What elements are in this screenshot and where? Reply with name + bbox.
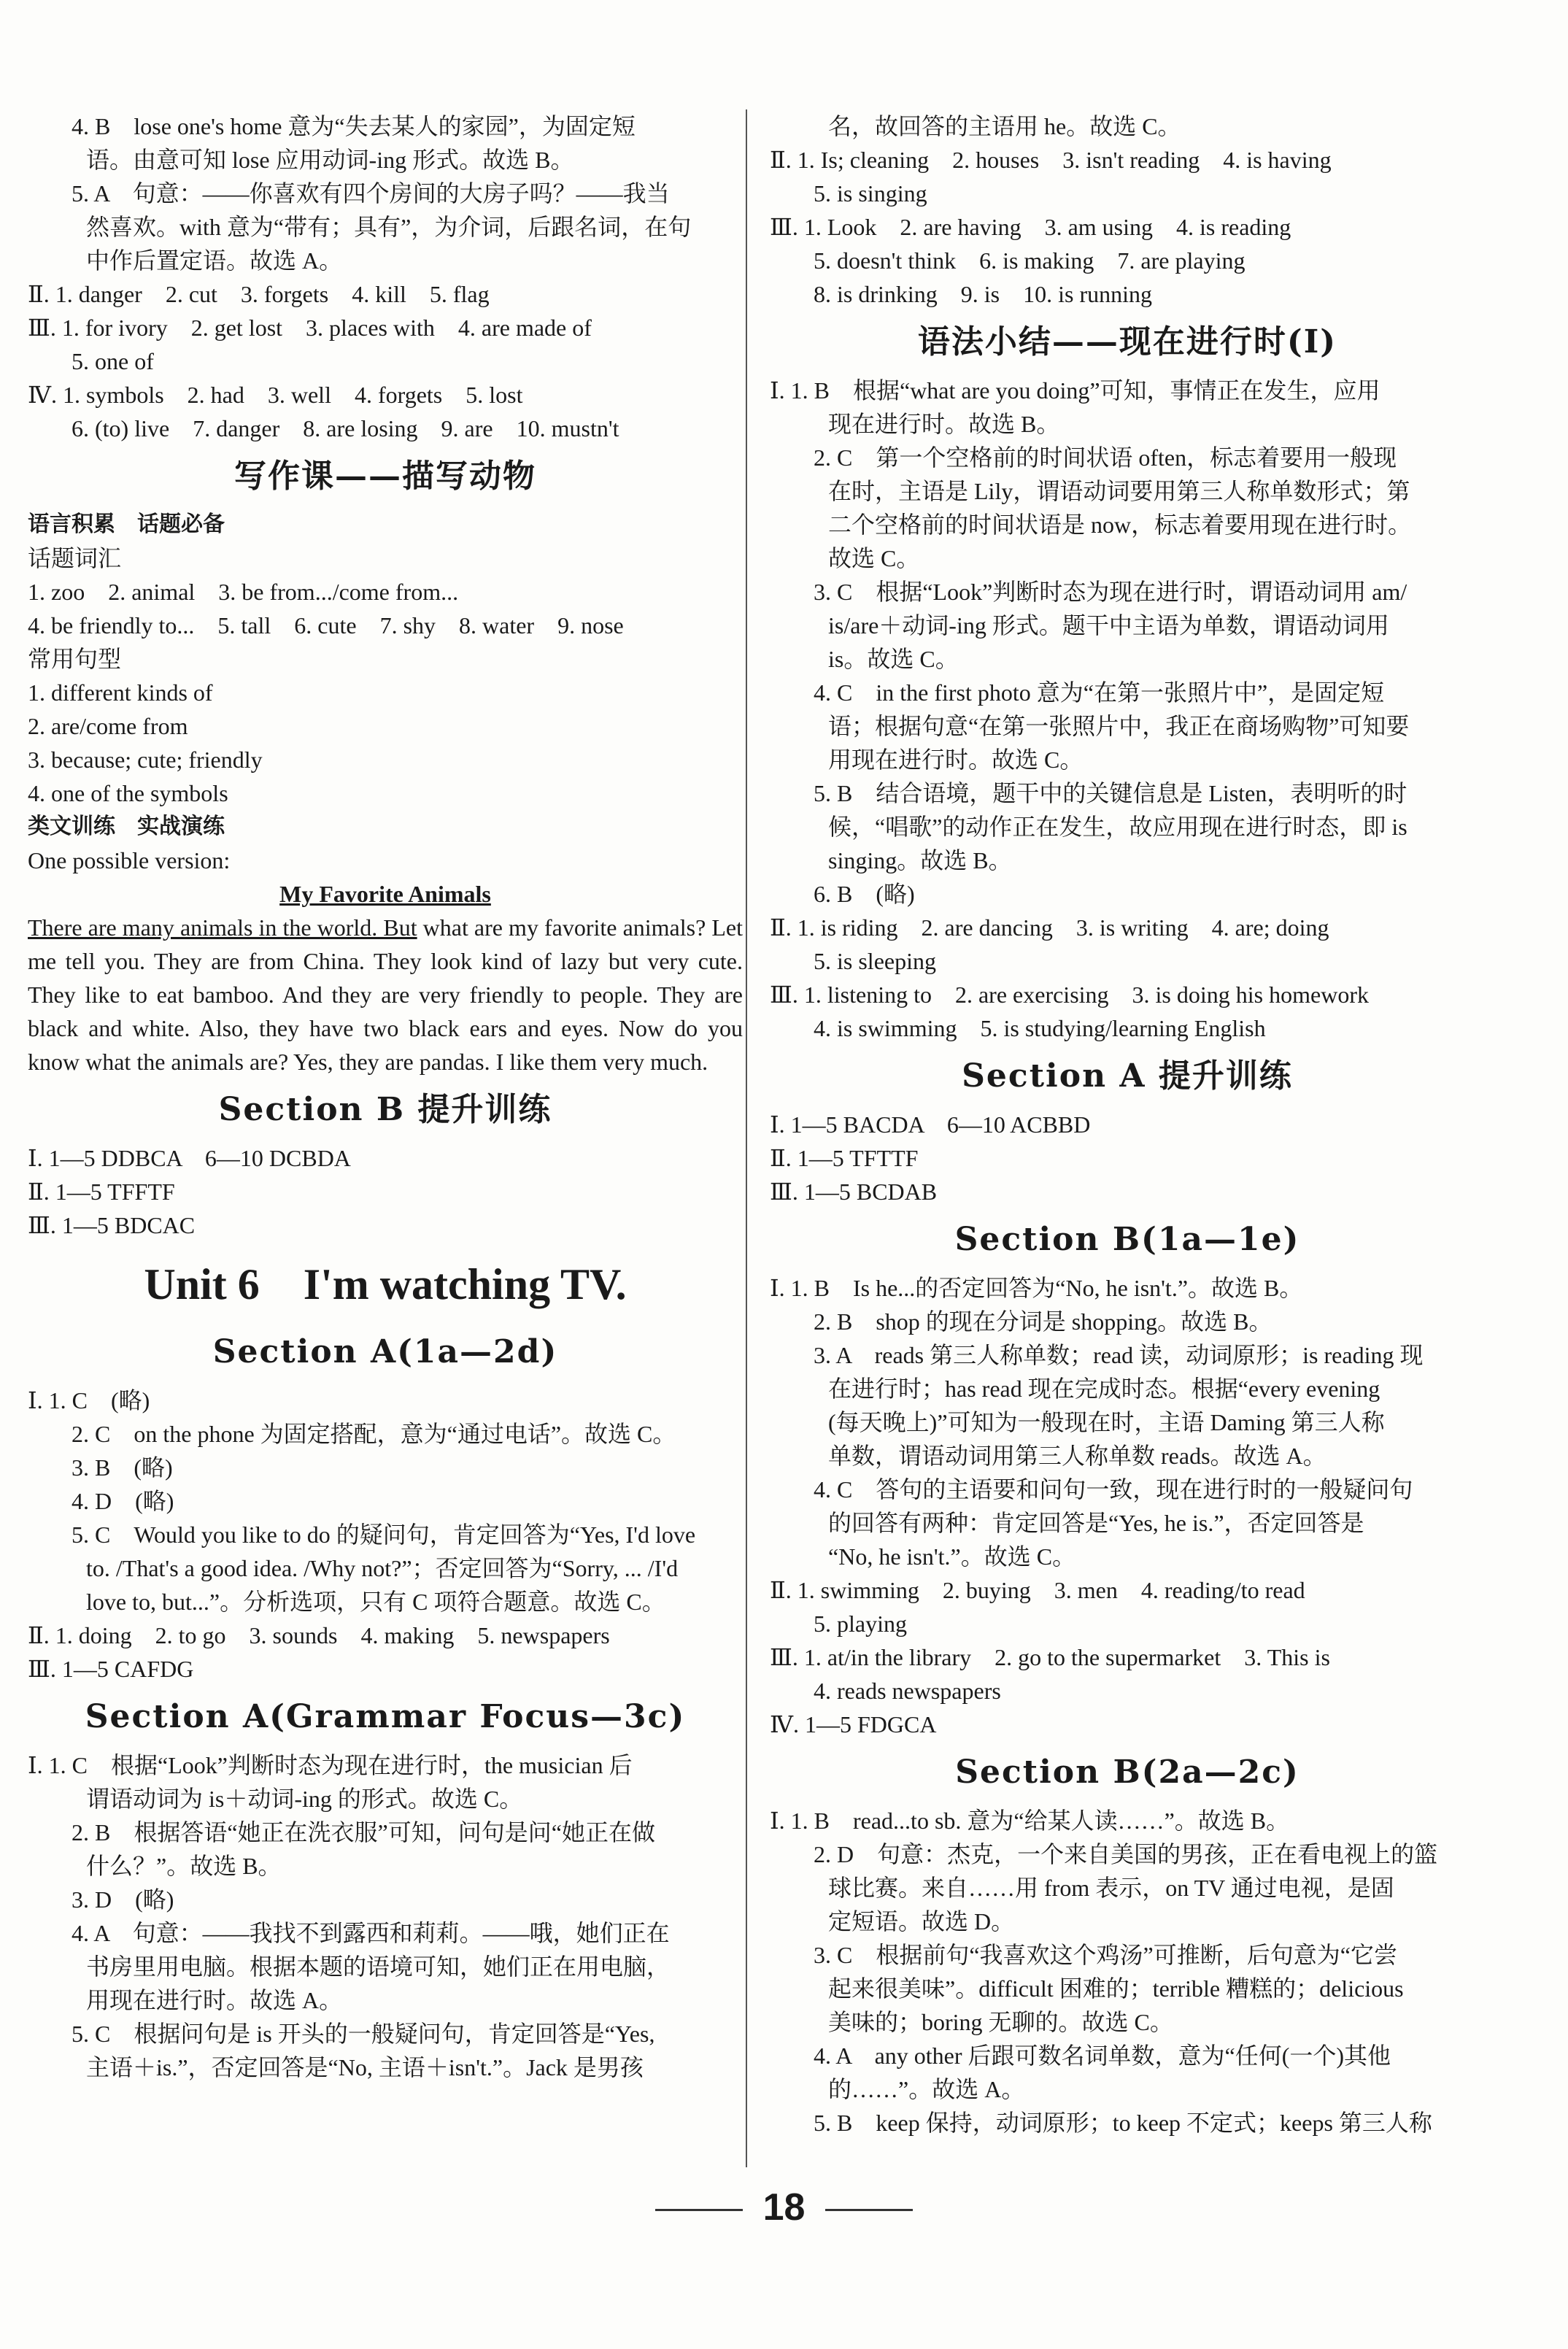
answer-line: 4. reads newspapers	[814, 1678, 1001, 1704]
answer-line: 用现在进行时。故选 C。	[828, 747, 1084, 773]
answer-line: Ⅲ. 1—5 CAFDG	[28, 1656, 194, 1682]
answer-line: Ⅲ. 1. for ivory 2. get lost 3. places with 4. are made of	[28, 315, 592, 341]
answer-line: singing。故选 B。	[828, 847, 1012, 873]
footer-rule-right	[825, 2209, 913, 2211]
answer-line: 4. one of the symbols	[28, 780, 228, 806]
answer-line: 在时，主语是 Lily，谓语动词要用第三人称单数形式；第	[828, 478, 1410, 504]
answer-line: 2. are/come from	[28, 713, 188, 739]
answer-line: 5. B keep 保持，动词原形；to keep 不定式；keeps 第三人称	[814, 2110, 1432, 2136]
answer-line: 8. is drinking 9. is 10. is running	[814, 281, 1153, 307]
left-column	[28, 109, 743, 2084]
answer-line: 球比赛。来自……用 from 表示，on TV 通过电视，是固	[828, 1875, 1394, 1901]
answer-line: 5. is singing	[814, 180, 927, 207]
essay-title: My Favorite Animals	[279, 881, 491, 907]
answer-line: Ⅲ. 1. listening to 2. are exercising 3. is doing his homework	[770, 981, 1369, 1008]
section-heading: Section B(2a—2c)	[955, 1754, 1299, 1791]
answer-line: 语。由意可知 lose 应用动词-ing 形式。故选 B。	[86, 147, 574, 173]
answer-line: Ⅳ. 1—5 FDGCA	[770, 1711, 937, 1737]
answer-line: 3. C 根据前句“我喜欢这个鸡汤”可推断，后句意为“它尝	[814, 1942, 1397, 1968]
answer-line: 5. C Would you like to do 的疑问句，肯定回答为“Yes, I'd love	[72, 1521, 696, 1548]
answer-line: 4. C in the first photo 意为“在第一张照片中”，是固定短	[814, 679, 1385, 706]
answer-line: 现在进行时。故选 B。	[828, 411, 1060, 437]
section-heading: Section A(1a—2d)	[212, 1333, 558, 1370]
answer-line: Ⅲ. 1—5 BDCAC	[28, 1212, 196, 1238]
page-number: 18	[762, 2186, 806, 2229]
answer-line: Ⅰ. 1. C (略)	[28, 1387, 150, 1413]
answer-line: 4. A 句意：——我找不到露西和莉莉。——哦，她们正在	[72, 1920, 670, 1946]
answer-line: is。故选 C。	[828, 646, 959, 672]
section-heading: Section A(Grammar Focus—3c)	[85, 1698, 686, 1735]
answer-line: Ⅰ. 1. B Is he...的否定回答为“No, he isn't.”。故选 B。	[770, 1275, 1303, 1301]
column-divider	[746, 109, 747, 2167]
answer-line: 单数，谓语动词用第三人称单数 reads。故选 A。	[828, 1443, 1326, 1469]
answer-line: love to, but...”。分析选项，只有 C 项符合题意。故选 C。	[86, 1589, 665, 1615]
answer-line: 二个空格前的时间状语是 now，标志着要用现在进行时。	[828, 512, 1412, 538]
right-column	[770, 109, 1485, 2140]
answer-line: Ⅳ. 1. symbols 2. had 3. well 4. forgets 5. lost	[28, 382, 523, 408]
answer-line: 故选 C。	[828, 545, 920, 571]
answer-line: 3. D (略)	[72, 1886, 174, 1913]
section-heading: 写作课——描写动物	[234, 458, 536, 495]
answer-line: Ⅰ. 1. B read...to sb. 意为“给某人读……”。故选 B。	[770, 1808, 1290, 1834]
answer-line: 5. doesn't think 6. is making 7. are playing	[814, 247, 1245, 274]
sub-heading: 类文训练 实战演练	[28, 814, 225, 839]
answer-line: 书房里用电脑。根据本题的语境可知，她们正在用电脑，	[86, 1953, 671, 1980]
answer-line: 什么？”。故选 B。	[86, 1853, 282, 1879]
answer-line: 定短语。故选 D。	[828, 1908, 1015, 1935]
answer-line: Ⅰ. 1—5 BACDA 6—10 ACBBD	[770, 1111, 1091, 1138]
answer-line: 1. different kinds of	[28, 679, 213, 706]
answer-line: 4. be friendly to... 5. tall 6. cute 7. shy 8. water 9. nose	[28, 612, 624, 639]
section-heading: Section B(1a—1e)	[954, 1221, 1300, 1258]
answer-line: Ⅱ. 1—5 TFTTF	[770, 1145, 919, 1171]
section-heading: Section A 提升训练	[962, 1057, 1293, 1095]
answer-line: 候，“唱歌”的动作正在发生，故应用现在进行时态，即 is	[828, 814, 1407, 840]
answer-line: 4. D (略)	[72, 1488, 174, 1514]
answer-line: Ⅱ. 1. danger 2. cut 3. forgets 4. kill 5. flag	[28, 281, 490, 307]
answer-line: 名，故回答的主语用 he。故选 C。	[828, 113, 1181, 139]
answer-line: 2. B shop 的现在分词是 shopping。故选 B。	[814, 1308, 1272, 1335]
answer-line: 2. C on the phone 为固定搭配，意为“通过电话”。故选 C。	[72, 1421, 676, 1447]
answer-line: 话题词汇	[28, 545, 122, 571]
answer-line: “No, he isn't.”。故选 C。	[828, 1543, 1076, 1570]
answer-line: to. /That's a good idea. /Why not?”；否定回答为“Sorry, ... /I'd	[86, 1555, 679, 1581]
answer-line: Ⅱ. 1. doing 2. to go 3. sounds 4. making 5. newspapers	[28, 1622, 610, 1648]
answer-line: 6. B (略)	[814, 881, 915, 907]
answer-line: 然喜欢。with 意为“带有；具有”，为介词，后跟名词，在句	[86, 214, 692, 240]
answer-line: Ⅱ. 1—5 TFFTF	[28, 1179, 175, 1205]
answer-line: 语；根据句意“在第一张照片中，我正在商场购物”可知要	[828, 713, 1410, 739]
answer-line: 常用句型	[28, 646, 122, 672]
answer-line: 3. C 根据“Look”判断时态为现在进行时，谓语动词用 am/	[814, 579, 1407, 605]
answer-line: Ⅱ. 1. swimming 2. buying 3. men 4. reading/to read	[770, 1577, 1305, 1603]
essay-paragraph	[28, 911, 743, 1079]
answer-line: 4. C 答句的主语要和问句一致，现在进行时的一般疑问句	[814, 1476, 1413, 1503]
answer-line: 主语＋is.”，否定回答是“No, 主语＋isn't.”。Jack 是男孩	[86, 2054, 644, 2080]
answer-line: Ⅲ. 1. at/in the library 2. go to the supermarket 3. This is	[770, 1644, 1330, 1670]
answer-line: 用现在进行时。故选 A。	[86, 1987, 343, 2013]
answer-line: 起来很美味”。difficult 困难的；terrible 糟糕的；delicious	[828, 1975, 1404, 2002]
answer-line: Ⅲ. 1—5 BCDAB	[770, 1179, 938, 1205]
answer-line: Ⅰ. 1. B 根据“what are you doing”可知，事情正在发生，应用	[770, 377, 1380, 404]
answer-line: 5. A 句意：——你喜欢有四个房间的大房子吗？——我当	[72, 180, 670, 207]
answer-line: 5. C 根据问句是 is 开头的一般疑问句，肯定回答是“Yes,	[72, 2021, 655, 2047]
unit-title: Unit 6 I'm watching TV.	[144, 1260, 627, 1308]
answer-line: 5. playing	[814, 1611, 907, 1637]
sub-heading: 语言积累 话题必备	[28, 512, 225, 537]
answer-line: Ⅰ. 1—5 DDBCA 6—10 DCBDA	[28, 1145, 351, 1171]
answer-line: 3. because; cute; friendly	[28, 747, 263, 773]
answer-line: 5. B 结合语境，题干中的关键信息是 Listen，表明听的时	[814, 780, 1407, 806]
answer-line: 的回答有两种：肯定回答是“Yes, he is.”，否定回答是	[828, 1510, 1364, 1536]
answer-line: 4. A any other 后跟可数名词单数，意为“任何(一个)其他	[814, 2043, 1391, 2069]
answer-line: 3. A reads 第三人称单数；read 读，动词原形；is reading 现	[814, 1342, 1424, 1368]
answer-line: 1. zoo 2. animal 3. be from.../come from...	[28, 579, 459, 605]
answer-line: 2. B 根据答语“她正在洗衣服”可知，问句是问“她正在做	[72, 1819, 655, 1845]
section-heading: Section B 提升训练	[218, 1091, 552, 1128]
answer-line: Ⅱ. 1. Is; cleaning 2. houses 3. isn't reading 4. is having	[770, 147, 1332, 173]
page-footer	[0, 2186, 1568, 2229]
section-heading: 语法小结——现在进行时(Ⅰ)	[917, 323, 1337, 360]
answer-line: 在进行时；has read 现在完成时态。根据“every evening	[828, 1376, 1380, 1402]
answer-line: (每天晚上)”可知为一般现在时，主语 Daming 第三人称	[828, 1409, 1385, 1435]
answer-line: 6. (to) live 7. danger 8. are losing 9. are 10. mustn't	[72, 415, 619, 441]
answer-line: 4. B lose one's home 意为“失去某人的家园”，为固定短	[72, 113, 636, 139]
answer-line: 2. D 句意：杰克，一个来自美国的男孩，正在看电视上的篮	[814, 1841, 1438, 1867]
answer-line: 4. is swimming 5. is studying/learning English	[814, 1015, 1266, 1041]
answer-line: 中作后置定语。故选 A。	[86, 247, 343, 274]
answer-line: 美味的；boring 无聊的。故选 C。	[828, 2009, 1173, 2035]
answer-line: 2. C 第一个空格前的时间状语 often，标志着要用一般现	[814, 444, 1397, 471]
answer-line: Ⅲ. 1. Look 2. are having 3. am using 4. is reading	[770, 214, 1291, 240]
footer-rule-left	[655, 2209, 743, 2211]
answer-line: 5. is sleeping	[814, 948, 936, 974]
answer-line: 谓语动词为 is＋动词-ing 的形式。故选 C。	[86, 1786, 523, 1812]
answer-line: is/are＋动词-ing 形式。题干中主语为单数，谓语动词用	[828, 612, 1389, 639]
answer-line: 3. B (略)	[72, 1454, 173, 1481]
answer-line: 的……”。故选 A。	[828, 2076, 1025, 2102]
essay-underlined-text: There are many animals in the world. But	[28, 914, 417, 941]
answer-line: One possible version:	[28, 847, 231, 873]
answer-line: 5. one of	[72, 348, 154, 374]
answer-line: Ⅱ. 1. is riding 2. are dancing 3. is writing 4. are; doing	[770, 914, 1329, 941]
essay-text: what are my favorite animals? Let me tell you. They are from China. They look kind of lazy but very cute. They like to eat bamboo. And they are very friendly to people. They are black and white. Also, they have two black ears and eyes. Now do you know what the animals are? Yes, they are pandas. I like them very much.	[28, 914, 744, 1075]
answer-line: Ⅰ. 1. C 根据“Look”判断时态为现在进行时，the musician 后	[28, 1752, 633, 1778]
